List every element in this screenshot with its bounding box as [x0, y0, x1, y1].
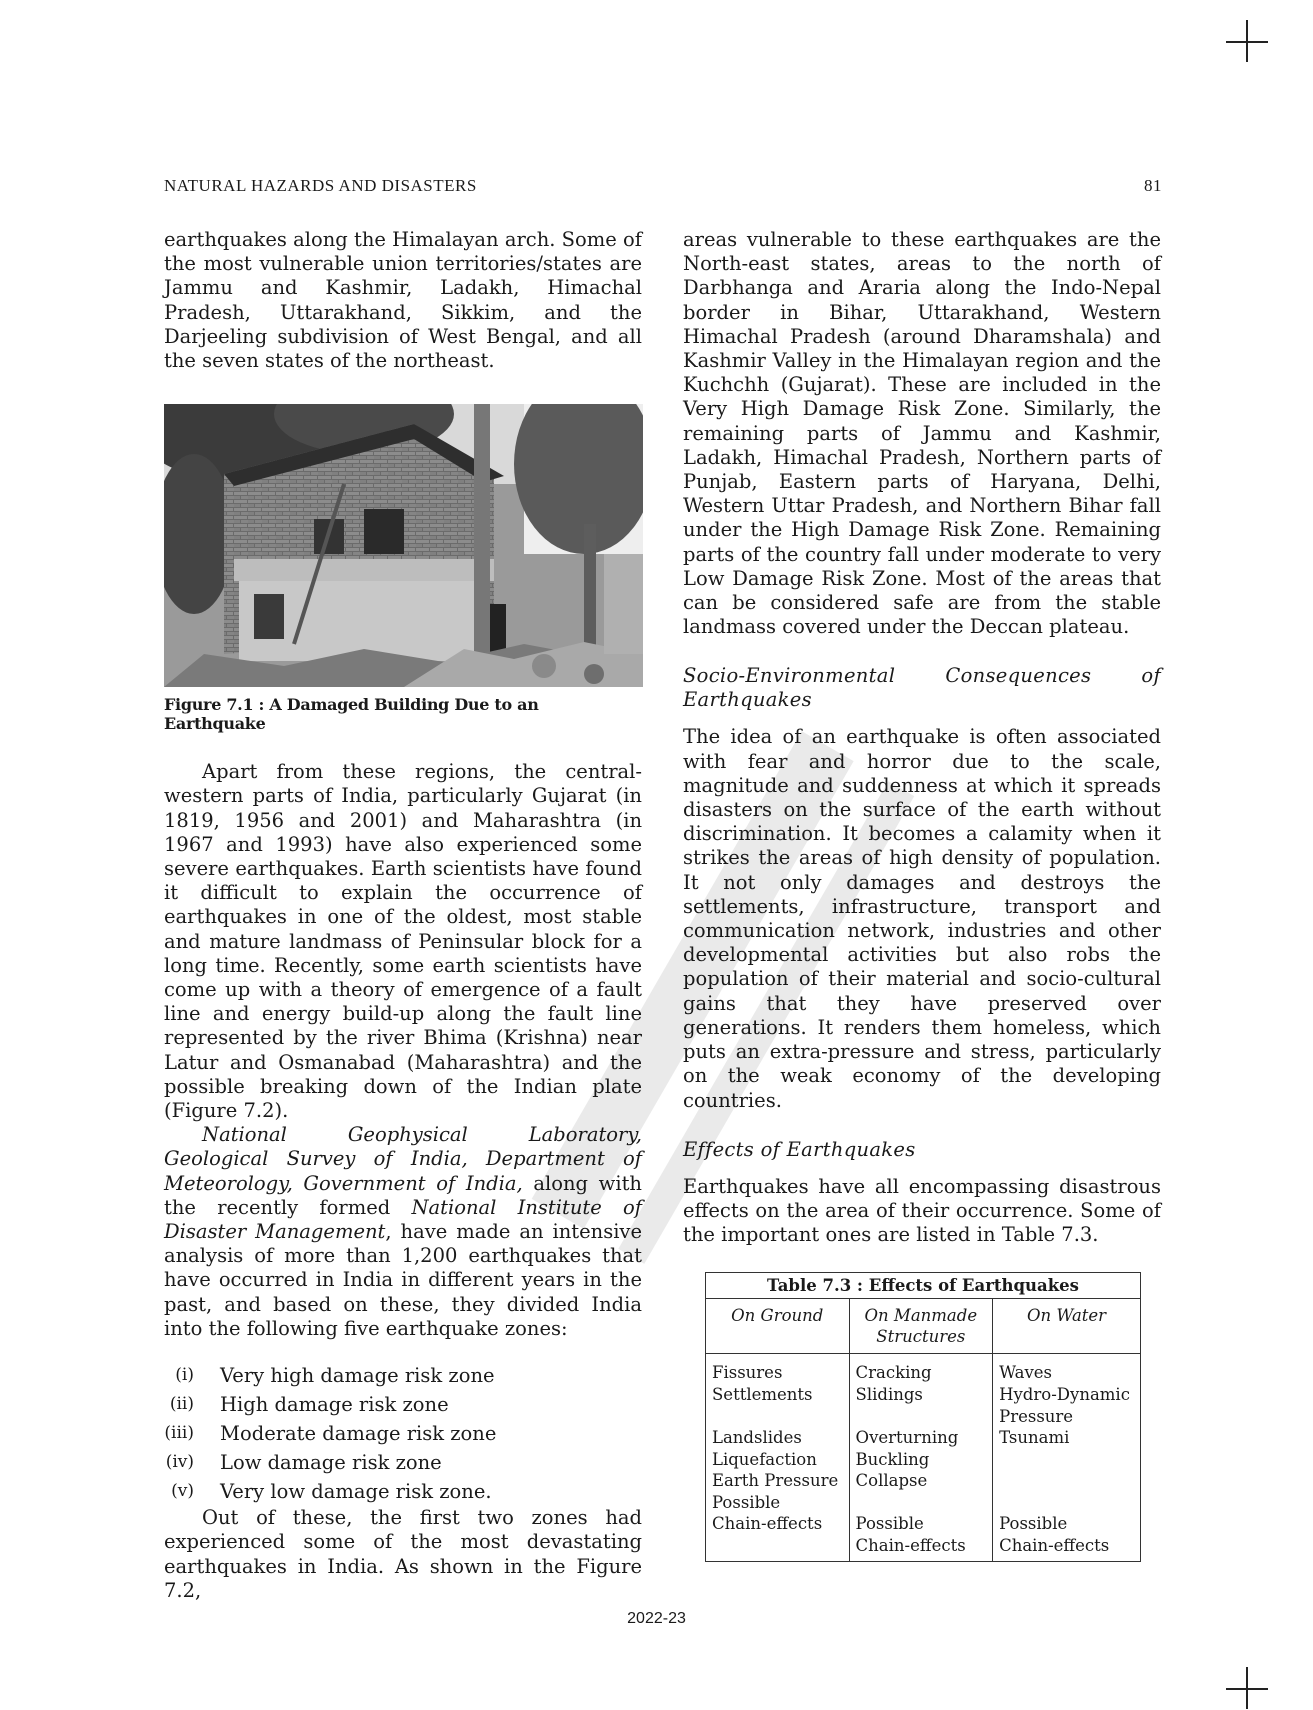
cell-water: [993, 1354, 1141, 1561]
subheading-effects: Effects of Earthquakes: [683, 1137, 916, 1161]
left-paragraph-3-part-b: , have made an intensive analysis of more than 1,200 earthquakes that have occurred in India in different years in the past, and based on these, they divided India into the following five earthquake zones:: [164, 1220, 642, 1340]
cell-line: Possible: [999, 1514, 1068, 1534]
list-item-number: (iv): [165, 1452, 194, 1473]
cell-line: Overturning: [855, 1428, 959, 1448]
page-header: [164, 176, 1162, 198]
right-paragraph-2: The idea of an earthquake is often associated with fear and horror due to the scale, magnitude and suddenness at which it spreads disasters on the surface of the earth without discrimination. It becomes a calamity when it strikes the areas of high density of population. It not only damages and destroys the settlements, infrastructure, transport and communication network, industries and other developmental activities but also robs the population of their material and socio-cultural gains that they have preserved over generations. It renders them homeless, which puts an extra-pressure and stress, particularly on the weak economy of the developing countries.: [683, 725, 1161, 1112]
crop-mark-bottom-vertical: [1246, 1667, 1248, 1709]
cell-line: Hydro-Dynamic: [999, 1384, 1130, 1404]
cell-line: Cracking: [855, 1363, 932, 1383]
left-paragraph-2: Apart from these regions, the central-western parts of India, particularly Gujarat (in 1819, 1956 and 2001) and Maharashtra (in 1967 and 1993) have also experienced some severe earthquakes. Earth scientists have found it difficult to explain the occurrence of earthquakes in one of the oldest, most stable and mature landmass of Peninsular block for a long time. Recently, some earth scientists have come up with a theory of emergence of a fault line and energy build-up along the fault line represented by the river Bhima (Krishna) near Latur and Osmanabad (Maharashtra) and the possible breaking down of the Indian plate (Figure 7.2).: [164, 760, 642, 1123]
list-item-text: Moderate damage risk zone: [220, 1422, 497, 1446]
list-item-number: (i): [175, 1365, 194, 1386]
cell-line: Landslides: [712, 1428, 802, 1448]
running-title: NATURAL HAZARDS AND DISASTERS: [164, 176, 477, 195]
cell-line: Waves: [999, 1363, 1053, 1383]
cell-line: Chain-effects: [712, 1514, 823, 1534]
table-row: [706, 1354, 1141, 1561]
cell-line: Pressure: [999, 1406, 1074, 1426]
damaged-building-illustration: [164, 404, 643, 687]
cell-line: Tsunami: [999, 1428, 1070, 1448]
list-item: [164, 1448, 642, 1477]
cell-line: Fissures: [712, 1363, 783, 1383]
cell-line: Possible: [712, 1492, 781, 1512]
list-item-text: Very high damage risk zone: [220, 1364, 495, 1388]
list-item: [164, 1390, 642, 1419]
left-paragraph-3: [164, 1123, 642, 1341]
left-paragraph-3-part-a: along with the recently formed: [164, 1171, 642, 1219]
effects-table-wrapper: [705, 1272, 1141, 1561]
subheading-socio-environmental: Socio-Environmental Consequences of Earthquakes: [683, 664, 1161, 712]
table-caption: Table 7.3 : Effects of Earthquakes: [706, 1273, 1141, 1299]
left-paragraph-1: earthquakes along the Himalayan arch. Some of the most vulnerable union territories/states are Jammu and Kashmir, Ladakh, Himachal Pradesh, Uttarakhand, Sikkim, and the Darjeeling subdivision of West Bengal, and all the seven states of the northeast.: [164, 228, 642, 373]
cell-line: Buckling: [855, 1449, 930, 1469]
list-item-text: Low damage risk zone: [220, 1451, 442, 1475]
right-column: [683, 228, 1161, 1562]
cell-line: [856, 1492, 987, 1514]
cell-ground: [706, 1354, 850, 1561]
right-paragraph-3: Earthquakes have all encompassing disastrous effects on the area of their occurrence. Some of the important ones are listed in Table 7.3.: [683, 1174, 1161, 1247]
right-paragraph-1: areas vulnerable to these earthquakes are the North-east states, areas to the north of Darbhanga and Araria along the Indo-Nepal border in Bihar, Uttarakhand, Western Himachal Pradesh (around Dharamshala) and Kashmir Valley in the Himalayan region and the Kuchchh (Gujarat). These are included in the Very High Damage Risk Zone. Similarly, the remaining parts of Jammu and Kashmir, Ladakh, Himachal Pradesh, Northern parts of Punjab, Eastern parts of Haryana, Delhi, Western Uttar Pradesh, and Northern Bihar fall under the High Damage Risk Zone. Remaining parts of the country fall under moderate to very Low Damage Risk Zone. Most of the areas that can be considered safe are from the stable landmass covered under the Deccan plateau.: [683, 228, 1161, 639]
cell-line: Slidings: [855, 1384, 923, 1404]
cell-line: Collapse: [855, 1471, 928, 1491]
cell-line: [999, 1449, 1134, 1471]
figure-caption: Figure 7.1 : A Damaged Building Due to an Earthquake: [164, 695, 539, 734]
cell-line: Chain-effects: [855, 1536, 966, 1556]
cell-line: [856, 1406, 987, 1428]
list-item: [164, 1477, 642, 1506]
column-header-ground: On Ground: [706, 1299, 850, 1354]
list-item-number: (v): [171, 1481, 194, 1502]
column-header-manmade: [849, 1299, 993, 1354]
list-item-number: (iii): [164, 1423, 194, 1444]
agencies-italic: National Geophysical Laboratory, Geological Survey of India, Department of Meteorology, Government of India,: [164, 1123, 642, 1195]
page-footer: 2022-23: [627, 1610, 686, 1627]
cell-line: Settlements: [712, 1384, 813, 1404]
earthquake-zone-list: [164, 1361, 642, 1506]
list-item-text: Very low damage risk zone.: [220, 1480, 492, 1504]
cell-line: Chain-effects: [999, 1536, 1110, 1556]
page-number: 81: [1144, 176, 1162, 195]
column-header-water: On Water: [993, 1299, 1141, 1354]
cell-line: [999, 1470, 1134, 1492]
cell-line: [712, 1406, 843, 1428]
cell-line: [999, 1492, 1134, 1514]
list-item: [164, 1419, 642, 1448]
effects-table: [705, 1272, 1141, 1561]
left-paragraph-4: Out of these, the first two zones had experienced some of the most devastating earthquakes in India. As shown in the Figure 7.2,: [164, 1506, 642, 1602]
nidm-italic: National Institute of Disaster Management: [164, 1195, 642, 1244]
list-item: [164, 1361, 642, 1390]
column-header-manmade-line2: Structures: [876, 1327, 966, 1347]
column-header-manmade-line1: On Manmade: [864, 1306, 978, 1326]
left-column: [164, 228, 642, 1603]
cell-line: Liquefaction: [712, 1449, 817, 1469]
cell-line: Earth Pressure: [712, 1471, 839, 1491]
list-item-number: (ii): [169, 1394, 194, 1415]
list-item-text: High damage risk zone: [220, 1393, 449, 1417]
crop-mark-top-vertical: [1246, 20, 1248, 62]
cell-manmade: [849, 1354, 993, 1561]
figure-7-1-photo: [164, 404, 643, 687]
cell-line: Possible: [855, 1514, 924, 1534]
